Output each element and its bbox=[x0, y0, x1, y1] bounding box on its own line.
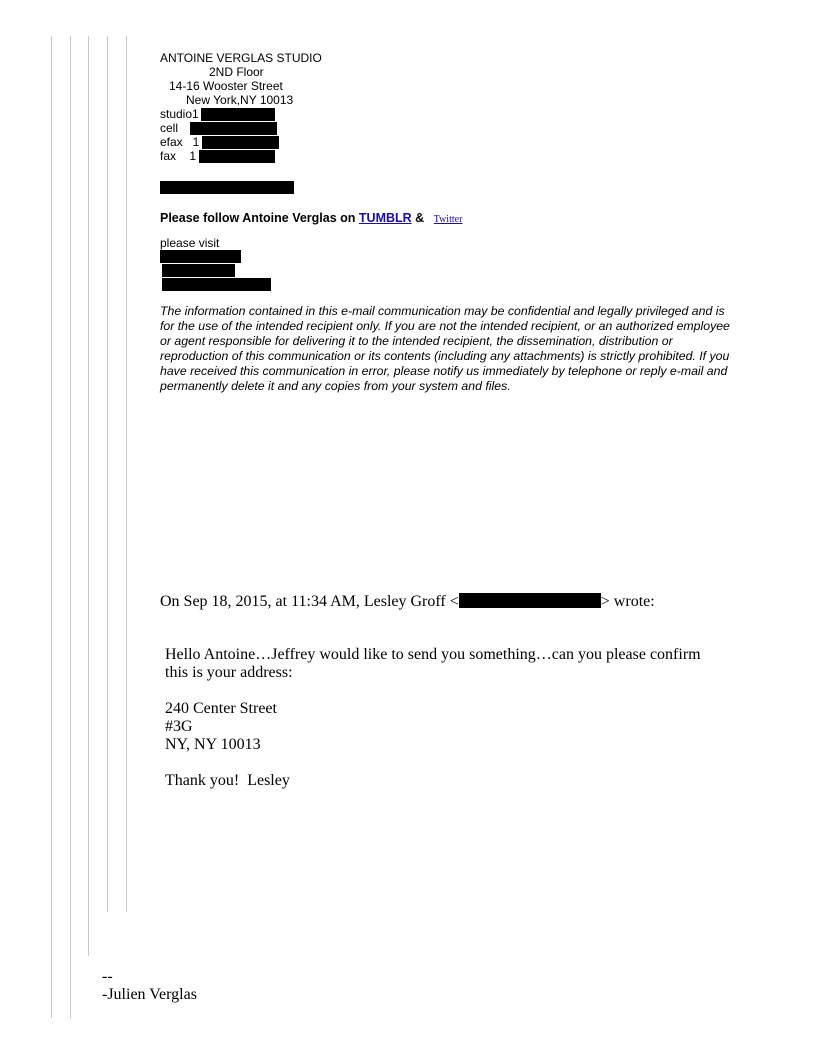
studio-street: 14-16 Wooster Street bbox=[169, 79, 283, 93]
studio-floor: 2ND Floor bbox=[209, 65, 264, 79]
redaction bbox=[201, 108, 275, 121]
redaction bbox=[199, 150, 275, 163]
quote-bar bbox=[88, 36, 89, 956]
message-closing: Thank you! Lesley bbox=[165, 772, 290, 789]
quote-header-prefix: On Sep 18, 2015, at 11:34 AM, Lesley Groff < bbox=[160, 593, 459, 610]
redaction bbox=[202, 136, 279, 149]
redaction bbox=[162, 278, 271, 291]
confidentiality-disclaimer: The information contained in this e-mail communication may be confidential and legally privileged and is for the use of the intended recipient only. If you are not the intended recipient, or an authorized employee or agent responsible for delivering it to the intended recipient, the dissemination, distribution or reproduction of this communication or its contents (including any attachments) is strictly prohibited. If you have received this communication in error, please notify us immediately by telephone or reply e-mail and permanently delete it and any copies from your system and files. bbox=[160, 304, 730, 393]
twitter-link[interactable]: Twitter bbox=[433, 214, 463, 225]
redaction bbox=[190, 122, 277, 135]
sender-name: -Julien Verglas bbox=[102, 986, 197, 1003]
tumblr-link[interactable]: TUMBLR bbox=[358, 211, 412, 225]
follow-line bbox=[160, 211, 462, 225]
redaction bbox=[160, 250, 241, 263]
follow-ampersand: & bbox=[415, 211, 425, 225]
quote-header-suffix: > wrote: bbox=[600, 593, 655, 610]
fax-label: fax 1 bbox=[160, 149, 197, 163]
message-line: this is your address: bbox=[165, 664, 293, 681]
message-line: Hello Antoine…Jeffrey would like to send you something…can you please confirm bbox=[165, 646, 701, 663]
follow-text: Please follow Antoine Verglas on bbox=[160, 211, 356, 225]
quote-header bbox=[160, 593, 655, 611]
studio-name: ANTOINE VERGLAS STUDIO bbox=[160, 51, 322, 65]
redaction bbox=[160, 181, 294, 194]
quote-bar bbox=[107, 36, 108, 912]
efax-label: efax 1 bbox=[160, 135, 200, 149]
quote-bar bbox=[51, 36, 52, 1018]
studio-city: New York,NY 10013 bbox=[186, 93, 294, 107]
quote-bar bbox=[126, 36, 127, 912]
visit-text: please visit bbox=[160, 236, 220, 250]
redaction bbox=[162, 264, 235, 277]
address-line: 240 Center Street bbox=[165, 700, 277, 717]
signature-separator: -- bbox=[102, 968, 113, 985]
redaction bbox=[459, 593, 601, 608]
address-line: #3G bbox=[165, 718, 193, 735]
quote-bar bbox=[70, 36, 71, 1018]
cell-label: cell bbox=[160, 121, 179, 135]
address-line: NY, NY 10013 bbox=[165, 736, 261, 753]
studio-phone-label: studio1 bbox=[160, 107, 199, 121]
